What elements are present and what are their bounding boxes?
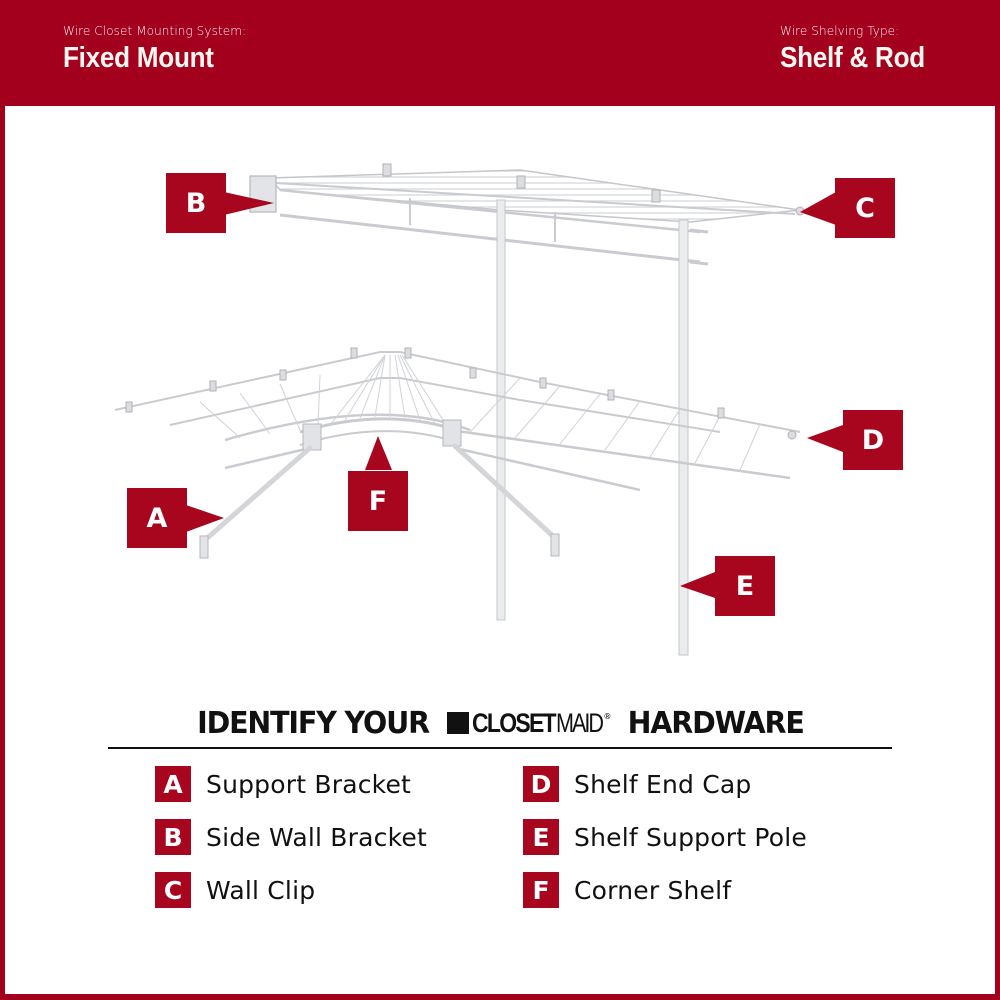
mounting-system-label: Wire Closet Mounting System:	[63, 24, 247, 38]
logo-maid: MAID	[555, 707, 602, 738]
legend-item-e	[523, 819, 807, 855]
callout-e: E	[715, 556, 775, 616]
callout-f: F	[348, 471, 408, 531]
legend-label: Support Bracket	[206, 769, 412, 799]
callout-b: B	[166, 173, 226, 233]
registered-mark: ®	[603, 711, 612, 721]
hardware-title	[108, 700, 892, 746]
legend-badge: B	[155, 819, 191, 855]
legend-badge: A	[155, 766, 191, 802]
logo-closet: CLOSET	[472, 707, 556, 738]
callout-c: C	[835, 178, 895, 238]
logo-square-icon	[447, 712, 469, 734]
shelving-type-value: Shelf & Rod	[780, 42, 925, 74]
legend-label: Side Wall Bracket	[206, 822, 427, 852]
legend-badge: D	[523, 766, 559, 802]
closetmaid-logo	[447, 708, 611, 739]
title-divider	[108, 747, 892, 749]
legend-label: Shelf Support Pole	[574, 822, 807, 852]
legend-item-c	[155, 872, 315, 908]
title-prefix: IDENTIFY YOUR	[197, 705, 430, 741]
legend-item-d	[523, 766, 752, 802]
callout-a: A	[127, 488, 187, 548]
legend-badge: E	[523, 819, 559, 855]
legend-label: Wall Clip	[206, 875, 316, 905]
top-shelf	[270, 170, 800, 264]
legend-item-a	[155, 766, 411, 802]
shelving-type-label: Wire Shelving Type:	[780, 24, 900, 38]
support-poles	[497, 200, 688, 655]
legend-item-f	[523, 872, 731, 908]
legend-badge: C	[155, 872, 191, 908]
legend-badge: F	[523, 872, 559, 908]
title-suffix: HARDWARE	[627, 705, 805, 741]
legend-label: Shelf End Cap	[574, 769, 752, 799]
callout-d: D	[843, 410, 903, 470]
legend-item-b	[155, 819, 427, 855]
mounting-system-value: Fixed Mount	[63, 42, 214, 74]
legend-label: Corner Shelf	[574, 875, 732, 905]
